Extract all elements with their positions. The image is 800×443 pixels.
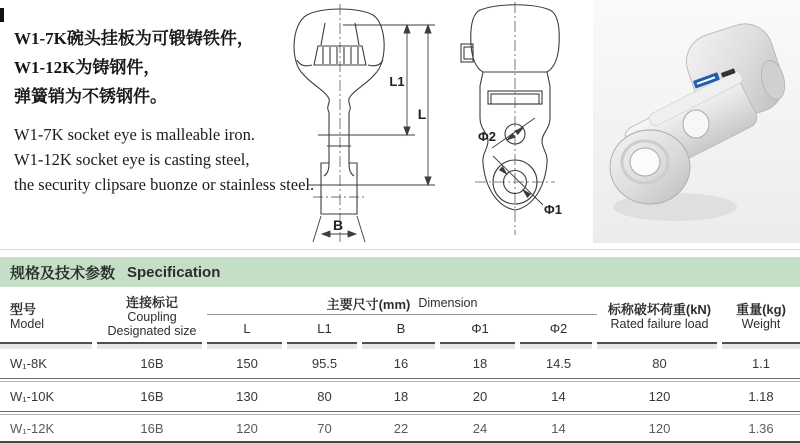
- intro-en-line3: the security clipsare buonze or stainless steel.: [14, 175, 315, 194]
- header-sub-phi2: Φ2: [549, 321, 568, 336]
- header-dimension-en: Dimension: [418, 296, 478, 310]
- cell-rated: 120: [648, 420, 671, 436]
- dim-label-l: L: [417, 106, 427, 122]
- cell-model: W₁-8K: [10, 356, 47, 371]
- intro-en-line1: W1-7K socket eye is malleable iron.: [14, 125, 255, 144]
- cell-b: 18: [393, 389, 409, 404]
- header-model-cn: 型号: [10, 302, 37, 317]
- cell-l1: 80: [317, 389, 332, 404]
- header-weight-en: Weight: [741, 317, 781, 331]
- intro-text-en: [14, 122, 314, 197]
- product-photo: [593, 0, 800, 243]
- header-coupling-cn: 连接标记: [125, 295, 178, 310]
- cell-l: 130: [236, 389, 258, 404]
- intro-text-cn: [14, 24, 314, 111]
- header-weight-cn: 重量(kg): [736, 302, 786, 317]
- cell-l1: 70: [317, 420, 332, 436]
- cell-weight: 1.36: [748, 420, 774, 436]
- table-row: [0, 382, 800, 411]
- header-rated-en: Rated failure load: [610, 317, 709, 331]
- intro-en-line2: W1-12K socket eye is casting steel,: [14, 150, 250, 169]
- header-coupling-en1: Coupling: [127, 310, 177, 324]
- header-dimension-title: [207, 292, 597, 315]
- cell-rated: 120: [648, 389, 671, 404]
- table-row: [0, 349, 800, 378]
- cell-coupling: 16B: [140, 420, 164, 436]
- banner-title-en: Specification: [127, 263, 221, 281]
- cell-model: W₁-12K: [10, 420, 55, 436]
- header-dimension-subrow: [207, 315, 597, 342]
- socket-side-outline: [461, 5, 559, 210]
- header-sub-l: L: [243, 321, 251, 336]
- cell-b: 22: [393, 420, 409, 436]
- dim-label-phi1: Φ1: [544, 202, 562, 217]
- intro-text: [14, 24, 314, 197]
- header-coupling-en2: Designated size: [107, 324, 197, 338]
- socket-outline: [294, 9, 384, 214]
- cell-b: 16: [393, 356, 409, 371]
- cell-coupling: 16B: [140, 389, 164, 404]
- specification-table: [0, 292, 800, 443]
- cell-l: 150: [236, 356, 258, 371]
- cell-phi2: 14: [551, 389, 566, 404]
- header-rated-cn: 标称破坏荷重(kN): [607, 302, 712, 317]
- cell-phi2: 14.5: [545, 356, 572, 371]
- cell-weight: 1.18: [748, 389, 774, 404]
- specification-banner: [0, 257, 800, 287]
- front-view-drawing: [285, 2, 440, 245]
- cell-phi1: 18: [472, 356, 488, 371]
- header-dimension-cn: 主要尺寸(mm): [326, 296, 411, 312]
- intro-cn-line2: W1-12K为铸钢件，: [14, 58, 161, 77]
- section-divider: [0, 249, 800, 250]
- header-separator-band: [0, 342, 800, 349]
- header-sub-b: B: [396, 321, 406, 336]
- intro-cn-line1: W1-7K碗头挂板为可锻铸铁件，: [14, 29, 254, 48]
- side-view-drawing: [437, 0, 602, 243]
- table-header: [0, 292, 800, 342]
- dim-label-l1: L1: [389, 74, 405, 89]
- cell-weight: 1.1: [751, 356, 771, 371]
- cell-l1: 95.5: [311, 356, 338, 371]
- header-sub-phi1: Φ1: [471, 321, 489, 336]
- header-coupling: [97, 292, 207, 342]
- centerline-side: [475, 2, 555, 235]
- dim-label-b: B: [332, 217, 344, 233]
- cell-coupling: 16B: [140, 356, 164, 371]
- cell-rated: 80: [652, 356, 667, 371]
- cell-l: 120: [236, 420, 258, 436]
- dimension-lines-side: [492, 118, 543, 205]
- cell-model: W₁-10K: [10, 389, 55, 404]
- header-dimension-group: [207, 292, 597, 342]
- dim-label-phi2: Φ2: [478, 129, 496, 144]
- header-model-en: Model: [10, 317, 45, 331]
- cell-phi1: 24: [472, 420, 488, 436]
- header-sub-l1: L1: [317, 321, 332, 336]
- header-weight: [722, 292, 800, 342]
- page-edge-mark: [0, 8, 4, 22]
- cell-phi2: 14: [551, 420, 566, 436]
- header-rated-load: [597, 292, 722, 342]
- header-model: [0, 292, 97, 342]
- banner-title-cn: 规格及技术参数: [10, 264, 116, 282]
- dimension-lines-front: [307, 25, 435, 242]
- intro-cn-line3: 弹簧销为不锈钢件。: [14, 87, 167, 106]
- cell-phi1: 20: [472, 389, 488, 404]
- table-row: [0, 415, 800, 441]
